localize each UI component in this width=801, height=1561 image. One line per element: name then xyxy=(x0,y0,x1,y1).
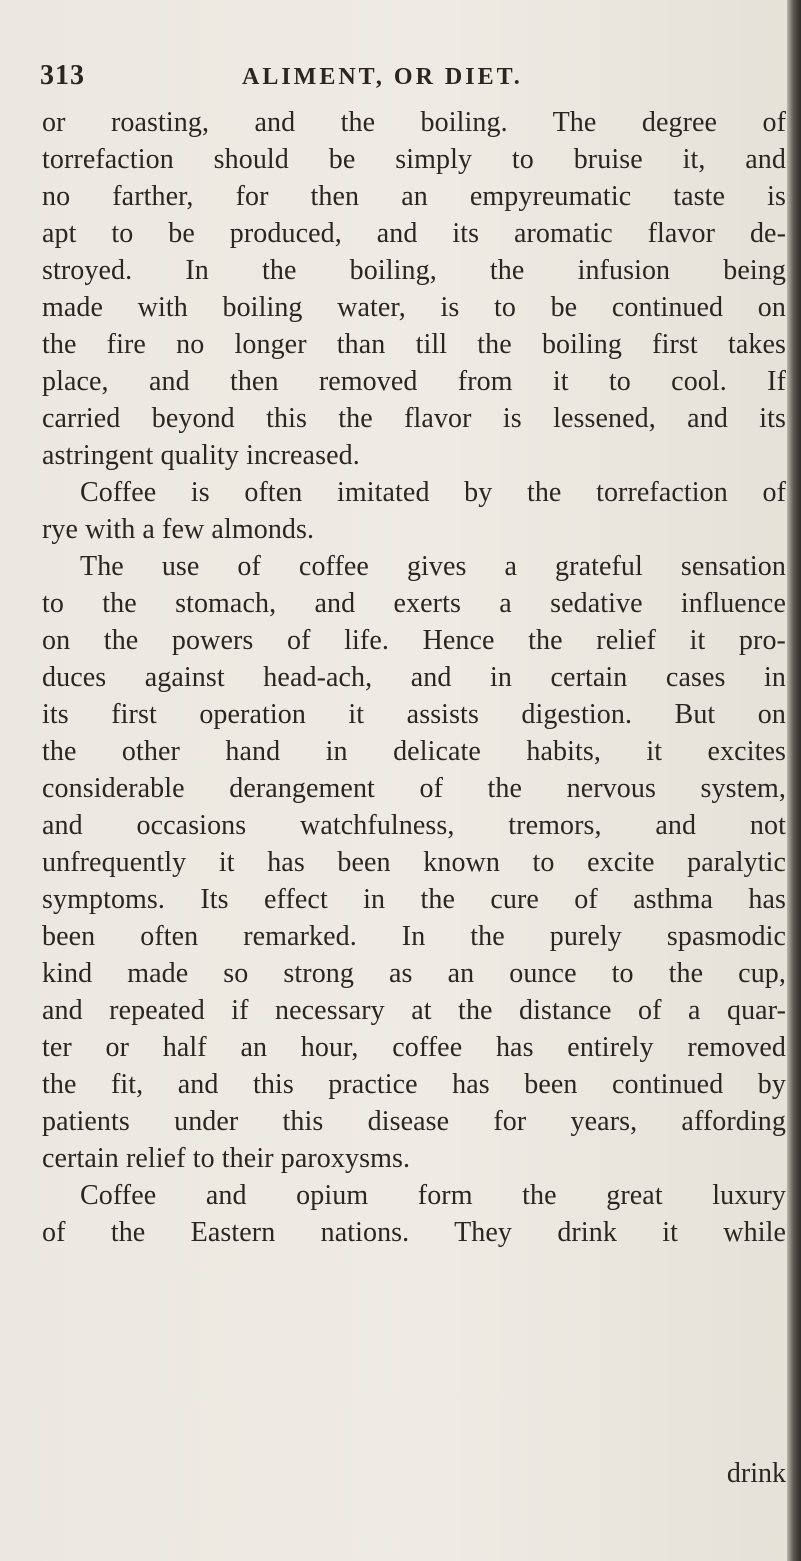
page-gutter-shadow xyxy=(787,0,801,1561)
text-line: Coffee and opium form the great luxury xyxy=(80,1180,786,1211)
text-line: made with boiling water, is to be continued on xyxy=(42,292,786,323)
text-line: astringent quality increased. xyxy=(42,440,360,471)
text-line: been often remarked. In the purely spasmodic xyxy=(42,921,786,952)
text-line: The use of coffee gives a grateful sensation xyxy=(80,551,786,582)
text-line: apt to be produced, and its aromatic flavor de- xyxy=(42,218,786,249)
text-line: rye with a few almonds. xyxy=(42,514,315,545)
text-line: on the powers of life. Hence the relief it pro- xyxy=(42,625,786,656)
text-line: considerable derangement of the nervous system, xyxy=(42,773,786,804)
text-line: or roasting, and the boiling. The degree of xyxy=(42,107,786,138)
text-line: torrefaction should be simply to bruise it, and xyxy=(42,144,786,175)
text-line: ter or half an hour, coffee has entirely removed xyxy=(42,1032,786,1063)
text-line: patients under this disease for years, affording xyxy=(42,1106,786,1137)
catchword: drink xyxy=(726,1458,786,1489)
text-line: and repeated if necessary at the distance of a quar- xyxy=(42,995,786,1026)
running-head: ALIMENT, OR DIET. xyxy=(242,64,523,90)
text-line: stroyed. In the boiling, the infusion being xyxy=(42,255,786,286)
text-line: and occasions watchfulness, tremors, and not xyxy=(42,810,786,841)
text-line: symptoms. Its effect in the cure of asthma has xyxy=(42,884,786,915)
text-line: unfrequently it has been known to excite paralytic xyxy=(42,847,786,878)
text-line: of the Eastern nations. They drink it while xyxy=(42,1217,786,1248)
text-line: kind made so strong as an ounce to the cup, xyxy=(42,958,786,989)
text-line: certain relief to their paroxysms. xyxy=(42,1143,411,1174)
text-line: place, and then removed from it to cool. If xyxy=(42,366,786,397)
page-number: 313 xyxy=(40,60,85,91)
text-line: the fire no longer than till the boiling first takes xyxy=(42,329,786,360)
text-line: to the stomach, and exerts a sedative influence xyxy=(42,588,786,619)
text-line: carried beyond this the flavor is lessened, and its xyxy=(42,403,786,434)
body-text xyxy=(42,104,786,1489)
text-line: Coffee is often imitated by the torrefaction of xyxy=(80,477,786,508)
text-line: duces against head-ach, and in certain cases in xyxy=(42,662,786,693)
text-line: its first operation it assists digestion. But on xyxy=(42,699,786,730)
text-line: the other hand in delicate habits, it excites xyxy=(42,736,786,767)
text-line: the fit, and this practice has been continued by xyxy=(42,1069,786,1100)
page-header xyxy=(40,58,780,94)
text-line: no farther, for then an empyreumatic taste is xyxy=(42,181,786,212)
